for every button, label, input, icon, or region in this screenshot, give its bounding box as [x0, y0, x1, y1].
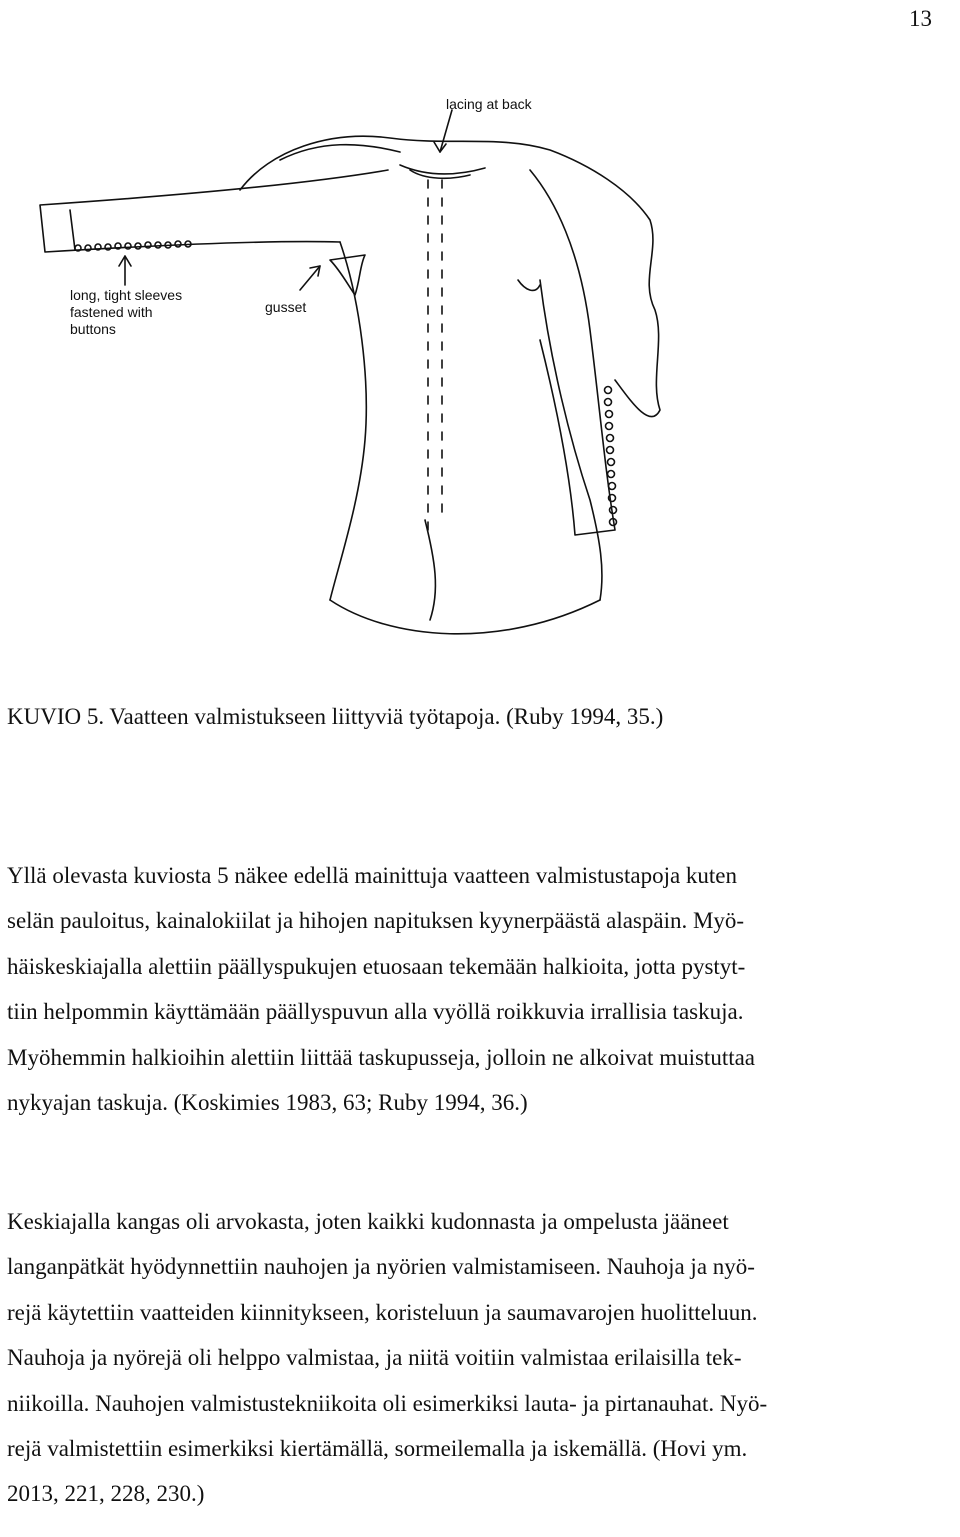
garment-body-left: [330, 242, 366, 600]
gusset-arrow: [300, 266, 320, 290]
paragraph-line: rejä valmistettiin esimerkiksi kiertämällä, sormeilemalla ja iskemällä. (Hovi ym.: [7, 1436, 748, 1462]
paragraph-line: nykyajan taskuja. (Koskimies 1983, 63; Ruby 1994, 36.): [7, 1090, 528, 1116]
hem: [330, 600, 600, 634]
paragraph-line: langanpätkät hyödynnettiin nauhojen ja nyörien valmistamiseen. Nauhoja ja nyö-: [7, 1254, 755, 1280]
hem-center: [425, 520, 435, 620]
paragraph-line: Nauhoja ja nyörejä oli helppo valmistaa, ja niitä voitiin valmistaa erilaisilla tek-: [7, 1345, 742, 1371]
sleeves-label: long, tight sleeves fastened with buttons: [70, 287, 183, 337]
page-number: 13: [909, 6, 932, 31]
gusset-label: gusset: [265, 299, 307, 315]
garment-drawing: [30, 80, 710, 680]
paragraph-line: selän pauloitus, kainalokiilat ja hihojen napituksen kyynerpäästä alaspäin. Myö-: [7, 908, 745, 934]
figure-caption: KUVIO 5. Vaatteen valmistukseen liittyviä työtapoja. (Ruby 1994, 35.): [7, 704, 664, 729]
paragraph-1: [7, 853, 947, 1125]
lacing-arrow: [434, 110, 452, 152]
garment-illustration: [30, 80, 710, 680]
neckline-inner: [400, 165, 485, 174]
right-sleeve: [530, 170, 615, 535]
right-gusset: [518, 280, 540, 290]
paragraph-line: rejä käytettiin vaatteiden kiinnitykseen, koristeluun ja saumavarojen huolitteluun.: [7, 1299, 758, 1325]
paragraph-line: tiin helpommin käyttämään päällyspuvun alla vyöllä roikkuvia irrallisia taskuja.: [7, 999, 744, 1025]
paragraph-2: [7, 1199, 947, 1517]
paragraph-line: Yllä olevasta kuviosta 5 näkee edellä mainittuja vaatteen valmistustapoja kuten: [7, 863, 738, 888]
paragraph-line: Myöhemmin halkioihin alettiin liittää taskupusseja, jolloin ne alkoivat muistuttaa: [7, 1044, 756, 1070]
left-sleeve: [40, 170, 388, 252]
paragraph-line: häiskeskiajalla alettiin päällyspukujen etuosaan tekemään halkioita, jotta pystyt-: [7, 953, 746, 979]
paragraph-line: 2013, 221, 228, 230.): [7, 1481, 205, 1507]
paragraph-line: Keskiajalla kangas oli arvokasta, joten kaikki kudonnasta ja ompelusta jääneet: [7, 1209, 729, 1234]
paragraph-line: niikoilla. Nauhojen valmistustekniikoita oli esimerkiksi lauta- ja pirtanauhat. Nyö-: [7, 1390, 768, 1416]
sleeve-arrow: [119, 256, 131, 285]
lacing-label: lacing at back: [446, 96, 532, 112]
left-cuff-line: [70, 210, 75, 250]
cloak-fold: [280, 145, 400, 160]
gusset-shape: [330, 255, 365, 295]
garment-body-right: [540, 280, 602, 600]
